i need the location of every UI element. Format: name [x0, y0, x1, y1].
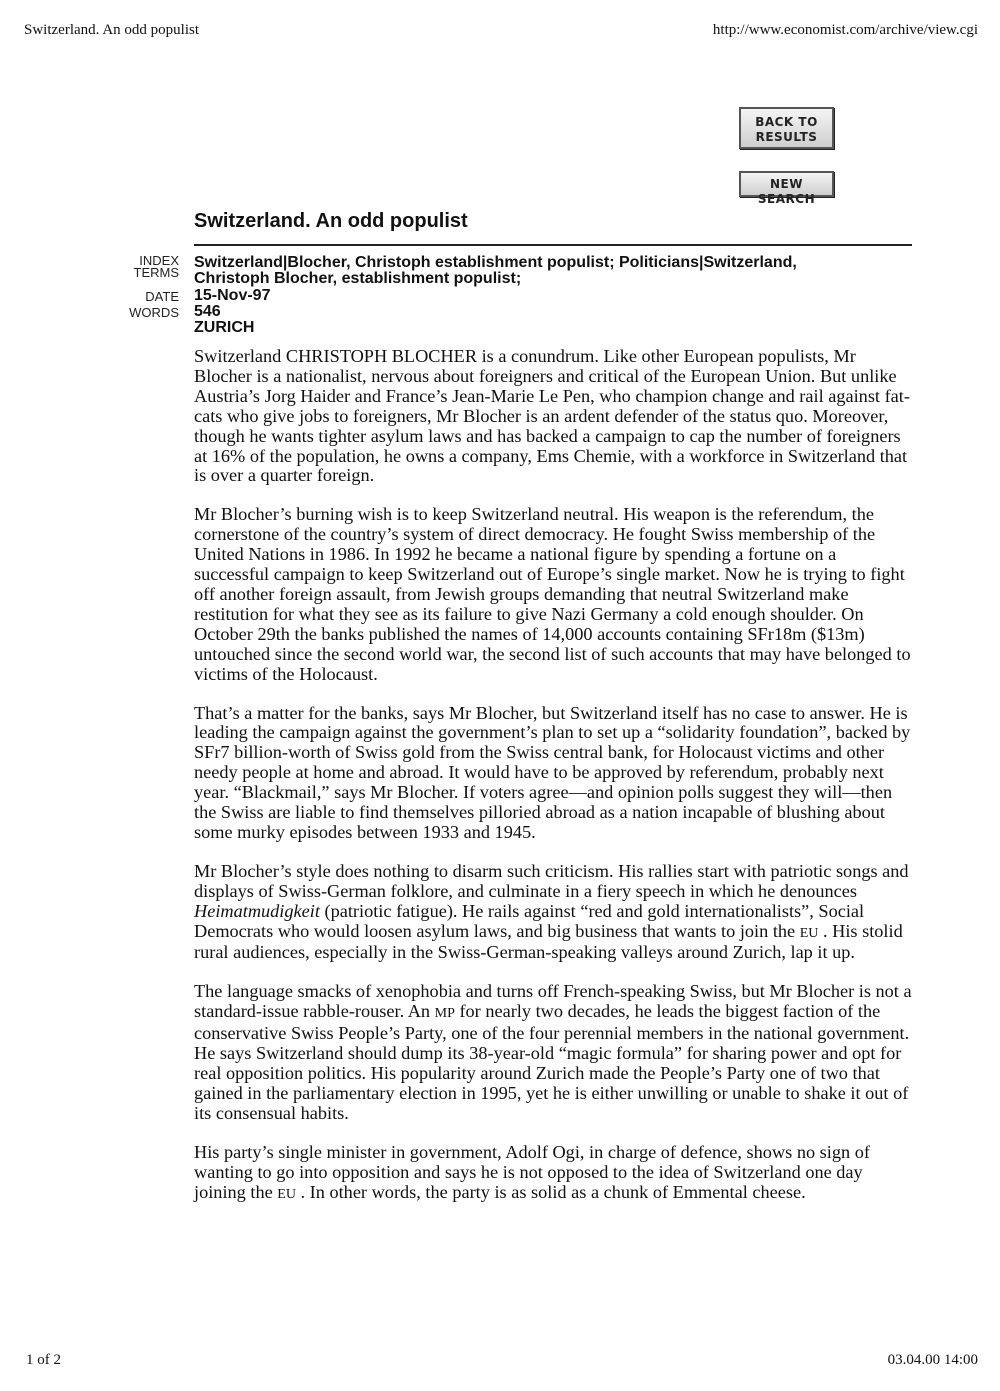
paragraph-5 [194, 982, 914, 1123]
p5-mp-abbr: MP [434, 1006, 455, 1022]
title-divider [194, 244, 912, 246]
p6-text-a: His party’s single minister in government, Adolf Ogi, in charge of defence, shows no sign of wanting to go into opposition and says he is not opposed to the idea of Switzerland one day joining the [194, 1141, 870, 1202]
index-terms-label-line1: INDEX [139, 253, 179, 268]
print-footer-page: 1 of 2 [26, 1352, 61, 1368]
new-search-button[interactable]: NEW SEARCH [739, 171, 834, 197]
date-value: 15-Nov-97 [194, 287, 271, 304]
back-to-results-label-line2: RESULTS [755, 130, 818, 144]
index-terms-label-line2: TERMS [133, 265, 179, 280]
words-label: WORDS [129, 305, 179, 320]
p6-text-b: . In other words, the party is as solid as a chunk of Emmental cheese. [295, 1181, 806, 1202]
paragraph-2: Mr Blocher’s burning wish is to keep Switzerland neutral. His weapon is the referendum, the cornerstone of the country’s system of direct democracy. He fought Swiss membership of the United Nations in 1986. In 1992 he became a national figure by spending a fortune on a successful campaign to keep Switzerland out of Europe’s single market. Now he is trying to fight off another foreign assault, from Jewish groups demanding that neutral Switzerland make restitution for what they see as its failure to give Nazi Germany a cold enough shoulder. On October 29th the banks published the names of 14,000 accounts containing SFr18m ($13m) untouched since the second world war, the second list of such accounts that may have belonged to victims of the Holocaust. [194, 504, 911, 684]
words-value: 546 [194, 303, 221, 320]
p4-eu-abbr: EU [799, 925, 819, 941]
print-footer-datetime: 03.04.00 14:00 [887, 1352, 978, 1368]
p6-eu-abbr: EU [277, 1186, 296, 1202]
index-terms-label [0, 255, 179, 279]
paragraph-6 [194, 1143, 914, 1205]
dateline: ZURICH [194, 319, 255, 336]
p5-text-a: The language smacks of xenophobia and turns off French-speaking Swiss, but Mr Blocher is not a standard-issue rabble-rouser. An [194, 981, 912, 1022]
paragraph-3: That’s a matter for the banks, says Mr Blocher, but Switzerland itself has no case to answer. He is leading the campaign against the government’s plan to set up a “solidarity foundation”, backed by SFr7 billion-worth of Swiss gold from the Swiss central bank, for Holocaust victims and other needy people at home and abroad. It would have to be approved by referendum, probably next year. “Blackmail,” says Mr Blocher. If voters agree—and opinion polls suggest they will—then the Swiss are liable to find themselves pilloried abroad as a nation incapable of blushing about some murky episodes between 1933 and 1945. [194, 702, 911, 842]
paragraph-4 [194, 862, 914, 964]
p4-italic-term: Heimatmudigkeit [194, 900, 320, 921]
index-terms-line1: Switzerland|Blocher, Christoph establishment populist; Politicians|Switzerland, [194, 254, 797, 271]
index-terms-line2: Christoph Blocher, establishment populist; [194, 270, 522, 287]
paragraph-1: Switzerland CHRISTOPH BLOCHER is a conundrum. Like other European populists, Mr Blocher is a nationalist, nervous about foreigners and critical of the European Union. But unlike Austria’s Jorg Haider and France’s Jean-Marie Le Pen, who champion change and rail against fat-cats who give jobs to foreigners, Mr Blocher is an ardent defender of the status quo. Moreover, though he wants tighter asylum laws and has backed a campaign to cap the number of foreigners at 16% of the population, he owns a company, Ems Chemie, with a workforce in Switzerland that is over a quarter foreign. [194, 346, 910, 486]
date-label: DATE [145, 289, 179, 304]
p4-text-a: Mr Blocher’s style does nothing to disarm such criticism. His rallies start with patriotic songs and displays of Swiss-German folklore, and culminate in a fiery speech in which he denounces [194, 860, 909, 901]
index-terms-value [194, 255, 797, 287]
p4-text-b: (patriotic fatigue). He rails against “red and gold internationalists”, Social Democrats who would loosen asylum laws, and big business that wants to join the [194, 900, 865, 941]
p5-text-b: for nearly two decades, he leads the biggest faction of the conservative Swiss People’s Party, one of the four perennial members in the national government. He says Switzerland should dump its 38-year-old “magic formula” for sharing power and opt for real opposition politics. His popularity around Zurich made the People’s Party one of two that gained in the parliamentary election in 1995, yet he is either unwilling or unable to shake it out of its consensual habits. [194, 1001, 910, 1123]
p4-text-c: . His stolid rural audiences, especially in the Swiss-German-speaking valleys around Zurich, lap it up. [194, 920, 903, 963]
back-to-results-label-line1: BACK TO [755, 115, 818, 129]
article-body [194, 347, 914, 1223]
back-to-results-button[interactable] [739, 107, 834, 149]
article-title: Switzerland. An odd populist [194, 210, 468, 232]
print-header-url: http://www.economist.com/archive/view.cgi [712, 22, 978, 38]
print-header-title: Switzerland. An odd populist [24, 22, 199, 38]
